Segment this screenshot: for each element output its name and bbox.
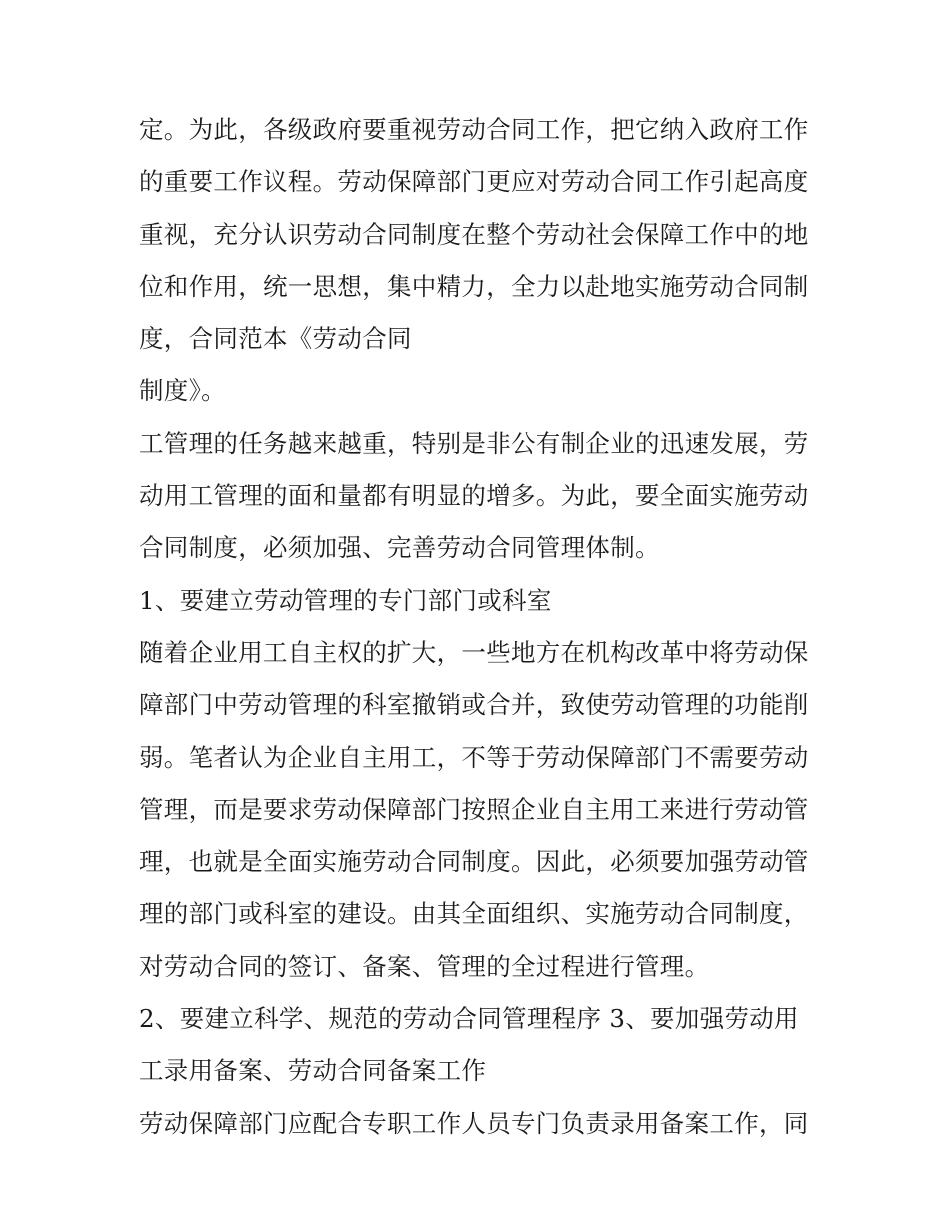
- text-line: 理，也就是全面实施劳动合同制度。因此，必须要加强劳动管: [139, 847, 809, 877]
- section-heading: 1、要建立劳动管理的专门部门或科室: [139, 585, 552, 615]
- text-line: 理的部门或科室的建设。由其全面组织、实施劳动合同制度，: [139, 899, 809, 929]
- text-line: 随着企业用工自主权的扩大，一些地方在机构改革中将劳动保: [139, 637, 809, 667]
- document-body: [139, 104, 819, 1150]
- text-line: 管理，而是要求劳动保障部门按照企业自主用工来进行劳动管: [139, 794, 809, 824]
- text-line: 弱。笔者认为企业自主用工，不等于劳动保障部门不需要劳动: [139, 742, 809, 772]
- text-line: 合同制度，必须加强、完善劳动合同管理体制。: [139, 533, 660, 563]
- text-line: 的重要工作议程。劳动保障部门更应对劳动合同工作引起高度: [139, 167, 809, 197]
- text-line: 工管理的任务越来越重，特别是非公有制企业的迅速发展，劳: [139, 428, 809, 458]
- text-line: 障部门中劳动管理的科室撤销或合并，致使劳动管理的功能削: [139, 690, 809, 720]
- section-heading: 2、要建立科学、规范的劳动合同管理程序 3、要加强劳动用: [139, 1004, 799, 1034]
- text-line: 度，合同范本《劳动合同: [139, 324, 412, 354]
- text-line: 重视，充分认识劳动合同制度在整个劳动社会保障工作中的地: [139, 219, 809, 249]
- text-line: 劳动保障部门应配合专职工作人员专门负责录用备案工作，同: [139, 1108, 809, 1138]
- text-line: 工录用备案、劳动合同备案工作: [139, 1056, 487, 1086]
- text-line: 动用工管理的面和量都有明显的增多。为此，要全面实施劳动: [139, 481, 809, 511]
- text-line: 定。为此，各级政府要重视劳动合同工作，把它纳入政府工作: [139, 115, 809, 144]
- text-line: 对劳动合同的签订、备案、管理的全过程进行管理。: [139, 951, 710, 981]
- text-line: 位和作用，统一思想，集中精力，全力以赴地实施劳动合同制: [139, 271, 809, 301]
- text-line: 制度》。: [139, 376, 226, 406]
